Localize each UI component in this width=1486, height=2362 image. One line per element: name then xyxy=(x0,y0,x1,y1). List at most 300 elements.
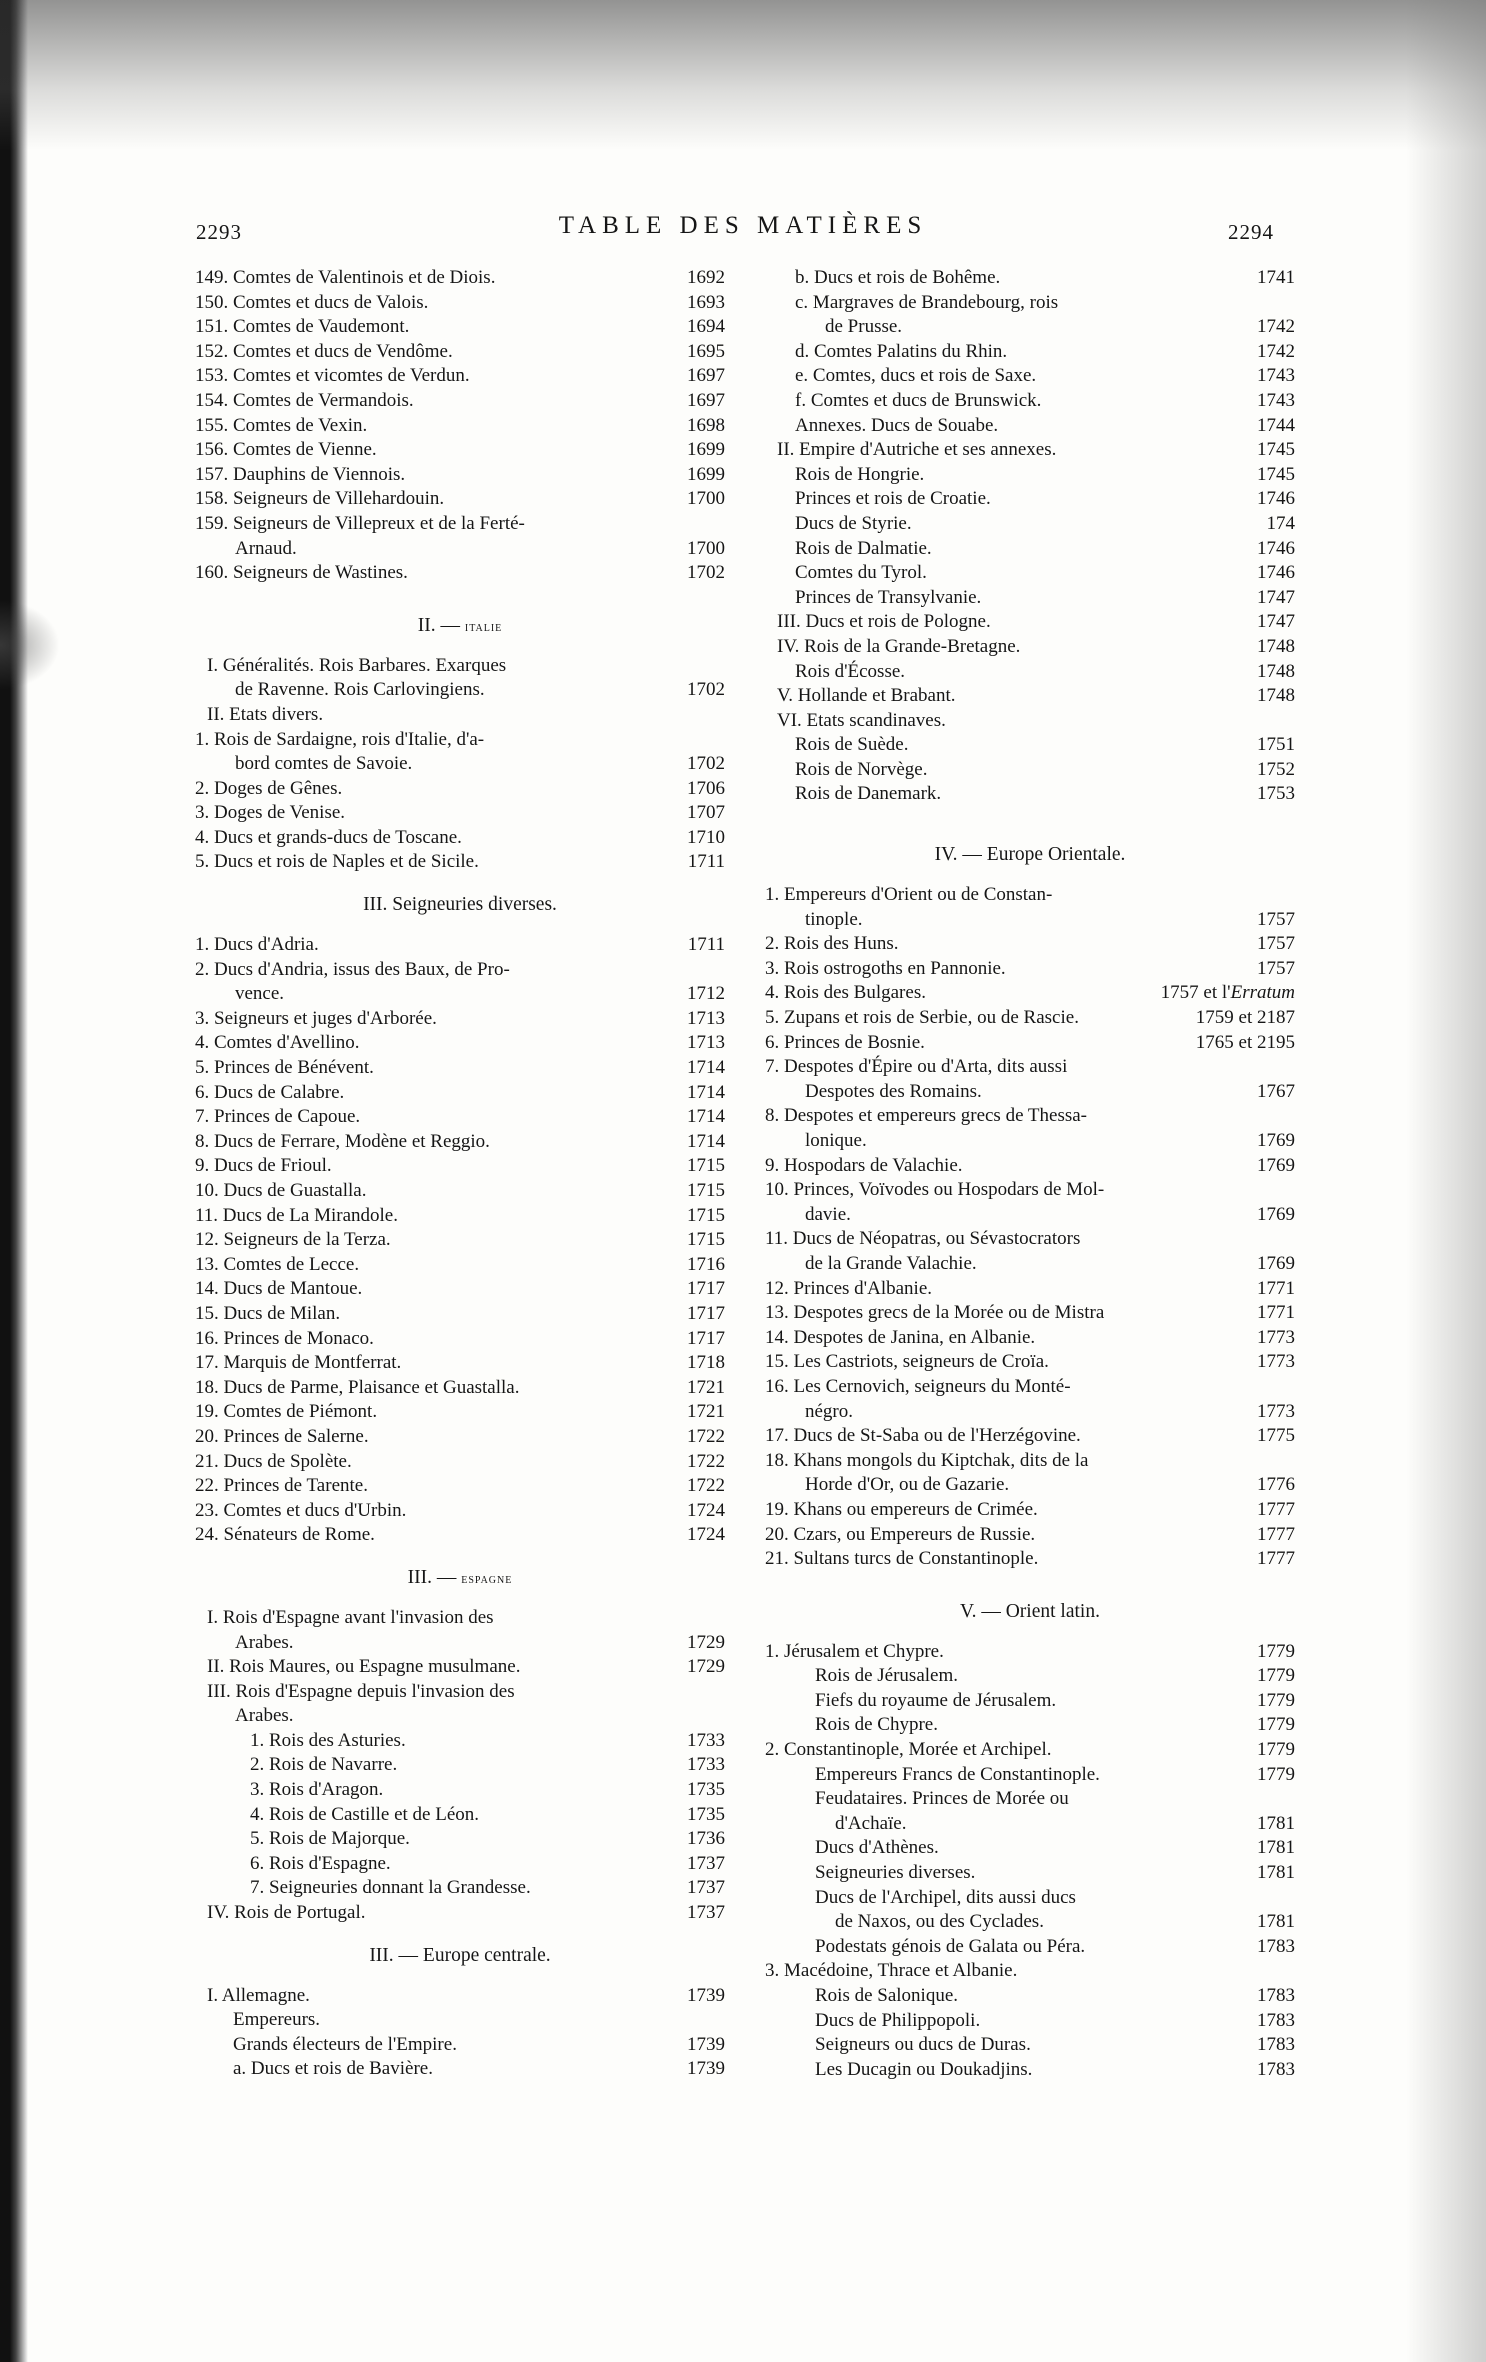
toc-entry-title: Ducs de Styrie. xyxy=(795,512,912,534)
toc-entry-title: 153. Comtes et vicomtes de Verdun. xyxy=(195,365,470,387)
toc-entry-title: 3. Rois ostrogoths en Pannonie. xyxy=(765,957,1006,979)
toc-entry-title: 5. Rois de Majorque. xyxy=(250,1828,410,1850)
toc-entry-title: 10. Princes, Voïvodes ou Hospodars de Mol- xyxy=(765,1179,1105,1201)
toc-entry xyxy=(195,1179,725,1204)
toc-entry xyxy=(765,1959,1295,1984)
toc-entry-title: 9. Hospodars de Valachie. xyxy=(765,1154,963,1176)
toc-entry-page-number: 1737 xyxy=(687,1852,725,1874)
toc-entry-title: lonique. xyxy=(805,1130,867,1151)
toc-entry xyxy=(765,1424,1295,1449)
toc-entry-title: Annexes. Ducs de Souabe. xyxy=(795,414,999,436)
toc-entry-page-number: 1757 xyxy=(1257,933,1295,955)
toc-entry xyxy=(195,1474,725,1499)
toc-entry-page xyxy=(1257,1763,1295,1788)
toc-entry xyxy=(195,728,725,753)
toc-entry-page xyxy=(687,1474,725,1499)
toc-entry-page xyxy=(687,678,725,703)
toc-entry-title: négro. xyxy=(805,1400,854,1422)
toc-entry-title: 17. Ducs de St-Saba ou de l'Herzégovine. xyxy=(765,1425,1081,1447)
toc-entry xyxy=(765,438,1295,463)
scan-spine-shadow xyxy=(0,0,28,2362)
toc-entry-page xyxy=(687,487,725,512)
toc-entry-page-number: 1742 xyxy=(1257,316,1295,338)
toc-entry-page xyxy=(1257,1523,1295,1548)
toc-entry xyxy=(765,660,1295,685)
toc-entry-page xyxy=(1257,1664,1295,1689)
toc-entry-page-number: 1773 xyxy=(1257,1326,1295,1348)
toc-entry xyxy=(195,389,725,414)
toc-entry-title: d'Achaïe. xyxy=(835,1812,907,1834)
toc-entry-page-number: 1769 xyxy=(1257,1203,1295,1225)
toc-entry xyxy=(195,1876,725,1901)
toc-entry-title: 22. Princes de Tarente. xyxy=(195,1475,368,1497)
toc-entry-page-number: 1722 xyxy=(687,1425,725,1447)
toc-entry-page xyxy=(687,364,725,389)
toc-entry-page xyxy=(687,414,725,439)
toc-entry-page xyxy=(687,1450,725,1475)
toc-entry xyxy=(765,1473,1295,1498)
toc-entry-page xyxy=(1257,1154,1295,1179)
toc-entry-page-number: 1714 xyxy=(687,1081,725,1103)
toc-entry-page xyxy=(687,1056,725,1081)
toc-block xyxy=(195,1984,725,2082)
toc-entry xyxy=(765,1252,1295,1277)
toc-entry-title: Rois de Danemark. xyxy=(795,783,942,805)
toc-entry-title: 1. Jérusalem et Chypre. xyxy=(765,1640,944,1662)
toc-entry xyxy=(765,1301,1295,1326)
toc-entry-title: 4. Ducs et grands-ducs de Toscane. xyxy=(195,826,462,848)
toc-block xyxy=(195,933,725,1548)
toc-entry xyxy=(195,703,725,728)
toc-entry-title: bord comtes de Savoie. xyxy=(235,753,413,775)
toc-entry-page xyxy=(1257,561,1295,586)
toc-entry-title: 4. Comtes d'Avellino. xyxy=(195,1032,360,1054)
toc-entry xyxy=(195,654,725,679)
toc-entry-title: Grands électeurs de l'Empire. xyxy=(233,2033,457,2055)
toc-entry xyxy=(765,1350,1295,1375)
section-heading-espagne xyxy=(195,1558,725,1598)
toc-entry xyxy=(195,1154,725,1179)
toc-entry-title: II. Rois Maures, ou Espagne musulmane. xyxy=(207,1656,521,1678)
toc-entry-title: IV. Rois de Portugal. xyxy=(207,1902,366,1924)
toc-entry-title: de Ravenne. Rois Carlovingiens. xyxy=(235,679,485,701)
toc-entry xyxy=(765,1031,1295,1056)
toc-entry xyxy=(765,1375,1295,1400)
toc-entry-page xyxy=(687,340,725,365)
toc-entry-page-number: 1721 xyxy=(687,1401,725,1423)
toc-entry-page xyxy=(1257,610,1295,635)
toc-entry-title: Rois de Suède. xyxy=(795,734,909,756)
toc-entry-page-number: 1769 xyxy=(1257,1130,1295,1151)
toc-entry xyxy=(765,1227,1295,1252)
toc-entry-page-number: 1746 xyxy=(1257,562,1295,584)
toc-entry-title: tinople. xyxy=(805,908,863,930)
toc-entry-title: 151. Comtes de Vaudemont. xyxy=(195,316,410,338)
toc-entry-page-number: 1713 xyxy=(687,1032,725,1054)
toc-entry-page xyxy=(687,1901,725,1926)
toc-entry xyxy=(765,1203,1295,1228)
toc-entry xyxy=(195,1228,725,1253)
toc-entry-title: Princes et rois de Croatie. xyxy=(795,488,991,510)
toc-entry xyxy=(195,1425,725,1450)
toc-entry-title: 8. Despotes et empereurs grecs de Thessa- xyxy=(765,1105,1088,1127)
toc-entry-page-number: 1737 xyxy=(687,1902,725,1924)
toc-entry-page xyxy=(687,1302,725,1327)
toc-entry-page xyxy=(687,2057,725,2082)
toc-entry-page-number: 1694 xyxy=(687,316,725,338)
toc-entry xyxy=(195,463,725,488)
toc-entry-page xyxy=(687,2033,725,2058)
toc-entry-title: VI. Etats scandinaves. xyxy=(777,709,946,731)
toc-entry-page-number: 1771 xyxy=(1257,1302,1295,1324)
toc-entry xyxy=(765,463,1295,488)
toc-entry-page xyxy=(1196,1006,1295,1031)
toc-entry-page xyxy=(687,1253,725,1278)
toc-entry-page xyxy=(1257,908,1295,933)
toc-entry-title: vence. xyxy=(235,983,285,1005)
toc-entry-title: Rois de Jérusalem. xyxy=(815,1665,959,1687)
toc-entry xyxy=(765,340,1295,365)
toc-entry-title: 7. Seigneuries donnant la Grandesse. xyxy=(250,1877,531,1899)
toc-entry-page xyxy=(687,1852,725,1877)
toc-entry-title: 159. Seigneurs de Villepreux et de la Ferté- xyxy=(195,512,525,534)
toc-entry xyxy=(765,1910,1295,1935)
toc-entry-page-number: 1741 xyxy=(1257,267,1295,288)
toc-entry-page-number: 1765 et 2195 xyxy=(1195,1031,1295,1053)
toc-entry-title: 7. Despotes d'Épire ou d'Arta, dits aussi xyxy=(765,1056,1068,1078)
toc-entry-title: 154. Comtes de Vermandois. xyxy=(195,389,414,411)
toc-entry-page-number: 1707 xyxy=(687,802,725,824)
toc-entry xyxy=(765,1664,1295,1689)
toc-entry xyxy=(765,364,1295,389)
toc-entry-page-number: 1729 xyxy=(687,1656,725,1678)
toc-entry-page-number: 1697 xyxy=(687,365,725,387)
section-heading-italie xyxy=(195,606,725,646)
toc-entry-page-number: 1757 xyxy=(1257,957,1295,979)
toc-entry xyxy=(195,1007,725,1032)
toc-entry-title: 2. Ducs d'Andria, issus des Baux, de Pro- xyxy=(195,958,510,980)
toc-entry xyxy=(765,1886,1295,1911)
toc-entry-page xyxy=(687,777,725,802)
toc-entry-page-number: 1711 xyxy=(687,934,725,956)
toc-entry-page-number: 1781 xyxy=(1257,1862,1295,1884)
toc-entry-page-number: 1712 xyxy=(687,983,725,1005)
toc-entry-page-number: 1779 xyxy=(1257,1640,1295,1662)
toc-entry-page-number: 1733 xyxy=(687,1754,725,1776)
toc-entry xyxy=(765,1104,1295,1129)
toc-entry xyxy=(195,1778,725,1803)
toc-entry-page-number: 1759 et 2187 xyxy=(1195,1007,1295,1029)
toc-entry xyxy=(765,291,1295,316)
toc-entry xyxy=(195,850,725,875)
toc-entry-title: 3. Rois d'Aragon. xyxy=(250,1779,384,1801)
toc-entry-page xyxy=(687,1400,725,1425)
toc-entry-page-number: 1724 xyxy=(687,1499,725,1521)
toc-entry xyxy=(765,315,1295,340)
toc-entry xyxy=(765,1984,1295,2009)
toc-entry-page xyxy=(1257,586,1295,611)
toc-entry xyxy=(195,1450,725,1475)
toc-entry-page-number: 1752 xyxy=(1257,758,1295,780)
toc-entry xyxy=(765,981,1295,1006)
toc-entry-title: III. Rois d'Espagne depuis l'invasion des xyxy=(207,1680,515,1702)
toc-entry-page xyxy=(1257,414,1295,439)
toc-entry-page-number: 1779 xyxy=(1257,1763,1295,1785)
toc-entry xyxy=(195,1400,725,1425)
toc-entry xyxy=(195,1827,725,1852)
toc-entry-title: 21. Sultans turcs de Constantinople. xyxy=(765,1548,1039,1570)
toc-entry-title: 17. Marquis de Montferrat. xyxy=(195,1352,402,1374)
toc-entry-page xyxy=(687,1081,725,1106)
toc-entry xyxy=(765,512,1295,537)
toc-entry-page xyxy=(1257,463,1295,488)
toc-entry-page-number: 1699 xyxy=(687,463,725,485)
toc-entry-page xyxy=(687,438,725,463)
toc-entry xyxy=(765,1055,1295,1080)
toc-entry-page xyxy=(1257,2009,1295,2034)
toc-entry-title: Rois de Hongrie. xyxy=(795,463,925,485)
toc-entry-page xyxy=(687,537,725,562)
toc-entry xyxy=(195,1606,725,1631)
toc-entry-page xyxy=(687,291,725,316)
toc-entry-title: Feudataires. Princes de Morée ou xyxy=(815,1788,1069,1810)
toc-entry-page-number: 1717 xyxy=(687,1302,725,1324)
toc-entry-title: 14. Ducs de Mantoue. xyxy=(195,1278,363,1300)
toc-entry-page xyxy=(687,1778,725,1803)
toc-entry xyxy=(195,1056,725,1081)
toc-entry-page xyxy=(687,561,725,586)
left-column xyxy=(195,266,725,2082)
toc-entry-page xyxy=(687,1499,725,1524)
toc-entry-title: Ducs de l'Archipel, dits aussi ducs xyxy=(815,1886,1076,1908)
toc-entry xyxy=(195,1277,725,1302)
toc-entry-title: II. Empire d'Autriche et ses annexes. xyxy=(777,439,1057,461)
toc-entry xyxy=(195,1499,725,1524)
toc-entry xyxy=(195,1852,725,1877)
toc-entry-title: Empereurs. xyxy=(233,2009,321,2031)
toc-entry-page-number: 1714 xyxy=(687,1057,725,1079)
toc-entry-page xyxy=(687,1277,725,1302)
toc-entry-page xyxy=(1257,758,1295,783)
toc-entry-page-number: 1717 xyxy=(687,1327,725,1349)
toc-entry-title: 2. Rois des Huns. xyxy=(765,933,899,955)
toc-entry xyxy=(765,1178,1295,1203)
toc-entry-page-number: 1702 xyxy=(687,562,725,584)
toc-entry-page xyxy=(687,1031,725,1056)
toc-entry-title: d. Comtes Palatins du Rhin. xyxy=(795,340,1008,362)
toc-entry xyxy=(765,2009,1295,2034)
toc-entry-title: 20. Princes de Salerne. xyxy=(195,1425,369,1447)
toc-entry-page xyxy=(687,1655,725,1680)
toc-entry-page-number: 174 xyxy=(1266,512,1295,534)
toc-entry xyxy=(195,2008,725,2033)
toc-entry-page-number: 1739 xyxy=(687,2058,725,2080)
toc-entry-page xyxy=(687,1631,725,1656)
toc-entry-page xyxy=(1257,957,1295,982)
toc-entry-title: Seigneurs ou ducs de Duras. xyxy=(815,2034,1031,2056)
toc-entry-title: 13. Comtes de Lecce. xyxy=(195,1253,360,1275)
toc-entry-page xyxy=(687,1228,725,1253)
toc-entry-page-number: 1771 xyxy=(1257,1277,1295,1299)
section-heading-part: III. — xyxy=(407,1566,462,1588)
toc-entry xyxy=(765,883,1295,908)
toc-entry-title: Comtes du Tyrol. xyxy=(795,562,927,584)
toc-entry-page xyxy=(1257,364,1295,389)
toc-entry xyxy=(195,1130,725,1155)
toc-entry xyxy=(765,1400,1295,1425)
toc-entry xyxy=(765,1129,1295,1154)
toc-entry xyxy=(195,512,725,537)
toc-entry-page xyxy=(688,850,725,875)
toc-entry xyxy=(195,1655,725,1680)
scan-top-smudge xyxy=(0,0,1486,150)
toc-entry-title: 5. Princes de Bénévent. xyxy=(195,1057,374,1079)
toc-entry-page-number: 1777 xyxy=(1257,1498,1295,1520)
toc-entry-title: 16. Les Cernovich, seigneurs du Monté- xyxy=(765,1375,1071,1397)
toc-entry-page xyxy=(1257,2033,1295,2058)
toc-entry-title: 3. Seigneurs et juges d'Arborée. xyxy=(195,1007,437,1029)
toc-entry-page xyxy=(1257,1984,1295,2009)
toc-entry xyxy=(195,1753,725,1778)
toc-entry-title: Empereurs Francs de Constantinople. xyxy=(815,1763,1100,1785)
toc-entry xyxy=(765,1836,1295,1861)
toc-entry-page xyxy=(1257,660,1295,685)
toc-entry-page-number: 1783 xyxy=(1257,2009,1295,2031)
toc-entry-page-number: 1735 xyxy=(687,1779,725,1801)
toc-entry-title: 7. Princes de Capoue. xyxy=(195,1106,361,1128)
toc-entry-page xyxy=(1257,1400,1295,1425)
toc-entry-title: Rois de Chypre. xyxy=(815,1714,938,1736)
toc-entry-title: 13. Despotes grecs de la Morée ou de Mistra xyxy=(765,1302,1105,1324)
toc-entry-page-number: 1714 xyxy=(687,1106,725,1128)
toc-entry-page-number: 1693 xyxy=(687,291,725,313)
toc-entry-page-number: 1737 xyxy=(687,1877,725,1899)
toc-entry-title: Ducs de Philippopoli. xyxy=(815,2009,981,2031)
toc-entry-page-number: 1779 xyxy=(1257,1739,1295,1761)
toc-entry-page-number: 1779 xyxy=(1257,1665,1295,1687)
toc-entry xyxy=(765,1763,1295,1788)
toc-block xyxy=(195,654,725,875)
toc-entry xyxy=(195,1729,725,1754)
toc-entry-title: 3. Macédoine, Thrace et Albanie. xyxy=(765,1960,1018,1982)
toc-entry-title: Rois d'Écosse. xyxy=(795,660,906,682)
toc-entry xyxy=(765,957,1295,982)
toc-entry-page-number: 1773 xyxy=(1257,1400,1295,1422)
toc-entry xyxy=(195,2057,725,2082)
toc-entry xyxy=(765,1787,1295,1812)
toc-entry-page xyxy=(1257,389,1295,414)
toc-entry-title: 12. Seigneurs de la Terza. xyxy=(195,1229,391,1251)
toc-entry-page-number: 1746 xyxy=(1257,537,1295,559)
toc-entry-page xyxy=(1257,537,1295,562)
toc-entry-page xyxy=(687,1179,725,1204)
toc-block xyxy=(765,266,1295,807)
toc-entry-title: 20. Czars, ou Empereurs de Russie. xyxy=(765,1523,1036,1545)
toc-entry xyxy=(765,1713,1295,1738)
toc-entry-title: 15. Les Castriots, seigneurs de Croïa. xyxy=(765,1351,1049,1373)
toc-entry-page-number: 1736 xyxy=(687,1828,725,1850)
toc-entry xyxy=(195,678,725,703)
toc-entry-page xyxy=(1257,1861,1295,1886)
page-number-left: 2293 xyxy=(196,220,242,244)
toc-entry-page xyxy=(1257,1424,1295,1449)
toc-entry-page-number: 1716 xyxy=(687,1253,725,1275)
toc-entry-page-number: 1775 xyxy=(1257,1425,1295,1447)
toc-entry-title: de Prusse. xyxy=(825,316,903,338)
spacer xyxy=(765,1572,1295,1582)
toc-entry-page xyxy=(1257,733,1295,758)
toc-entry xyxy=(765,1277,1295,1302)
toc-entry-page xyxy=(1257,1713,1295,1738)
toc-entry-page-number: 1715 xyxy=(687,1229,725,1251)
toc-entry-page xyxy=(687,1105,725,1130)
toc-entry xyxy=(765,414,1295,439)
toc-entry xyxy=(195,414,725,439)
toc-entry xyxy=(765,908,1295,933)
toc-entry-page-number: 1769 xyxy=(1257,1252,1295,1274)
toc-entry-title: 5. Zupans et rois de Serbie, ou de Rascie. xyxy=(765,1007,1079,1029)
toc-entry-title: 24. Sénateurs de Rome. xyxy=(195,1524,375,1546)
toc-entry-page xyxy=(1257,1326,1295,1351)
toc-entry-page-number: 1743 xyxy=(1257,389,1295,411)
toc-entry-page-number: 1715 xyxy=(687,1155,725,1177)
toc-entry-title: 1. Empereurs d'Orient ou de Constan- xyxy=(765,884,1053,906)
toc-entry-page-number: 1713 xyxy=(687,1007,725,1029)
toc-entry-title: 15. Ducs de Milan. xyxy=(195,1302,341,1324)
toc-entry-title: 23. Comtes et ducs d'Urbin. xyxy=(195,1499,407,1521)
toc-entry-page xyxy=(687,463,725,488)
toc-entry-title: Rois de Norvège. xyxy=(795,758,928,780)
toc-entry-page xyxy=(687,1376,725,1401)
toc-entry-page xyxy=(1257,1836,1295,1861)
toc-entry-title: 158. Seigneurs de Villehardouin. xyxy=(195,488,445,510)
toc-entry xyxy=(765,1523,1295,1548)
page-number-right: 2294 xyxy=(1228,220,1274,244)
toc-entry-title: Rois de Salonique. xyxy=(815,1985,959,2006)
toc-entry-title: 5. Ducs et rois de Naples et de Sicile. xyxy=(195,851,479,873)
toc-entry-page-number: 1739 xyxy=(687,1984,725,2006)
toc-entry xyxy=(765,1640,1295,1665)
toc-entry xyxy=(765,733,1295,758)
toc-entry-page xyxy=(1257,315,1295,340)
toc-entry-page-number: 1748 xyxy=(1257,660,1295,682)
toc-entry-page-number: 1697 xyxy=(687,389,725,411)
toc-entry-page xyxy=(1257,438,1295,463)
toc-entry-page-number: 1773 xyxy=(1257,1351,1295,1373)
toc-entry xyxy=(765,487,1295,512)
toc-entry-page xyxy=(687,752,725,777)
toc-entry xyxy=(195,752,725,777)
toc-entry-title: 18. Khans mongols du Kiptchak, dits de la xyxy=(765,1449,1089,1471)
toc-entry-page-number: 1744 xyxy=(1257,414,1295,436)
toc-entry xyxy=(765,758,1295,783)
toc-entry-title: Rois de Dalmatie. xyxy=(795,537,932,559)
toc-entry xyxy=(765,1861,1295,1886)
toc-entry-page-number: 1748 xyxy=(1257,635,1295,657)
toc-entry-page-number: 1698 xyxy=(687,414,725,436)
toc-entry-title: 6. Princes de Bosnie. xyxy=(765,1031,925,1053)
toc-entry-title: III. Ducs et rois de Pologne. xyxy=(777,611,991,633)
toc-entry xyxy=(195,1327,725,1352)
toc-entry xyxy=(195,982,725,1007)
spacer xyxy=(195,586,725,596)
toc-entry xyxy=(195,1031,725,1056)
scan-right-smudge xyxy=(1406,0,1486,2362)
toc-entry xyxy=(195,291,725,316)
toc-entry-page-number: 1743 xyxy=(1257,365,1295,387)
toc-entry-page-number: 1710 xyxy=(687,826,725,848)
toc-entry-page-number: 1777 xyxy=(1257,1548,1295,1570)
